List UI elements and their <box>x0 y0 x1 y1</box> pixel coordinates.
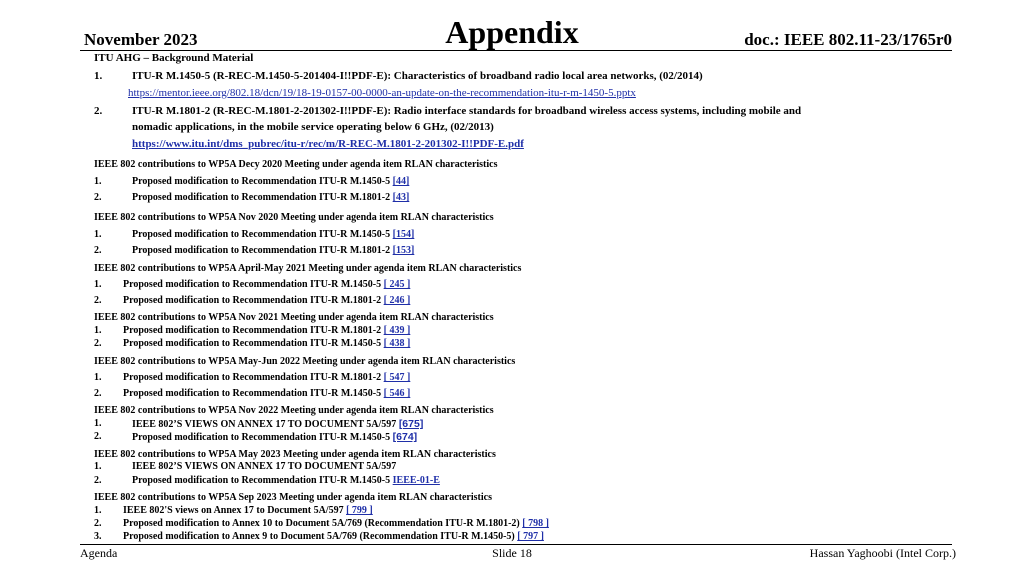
reference-link[interactable]: [154] <box>392 229 415 240</box>
item-number: 1. <box>94 461 102 472</box>
list-item <box>123 505 373 516</box>
itu-item-1-link[interactable]: https://mentor.ieee.org/802.18/dcn/19/18-19-0157-00-0000-an-update-on-the-recommendation-itu-r-m-1450-5.pptx <box>128 87 636 99</box>
item-text: Proposed modification to Recommendation ITU-R M.1450-5 <box>132 229 393 240</box>
list-item <box>123 338 410 349</box>
item-number: 1. <box>94 279 102 290</box>
slide-title: Appendix <box>445 14 579 50</box>
item-text: Proposed modification to Recommendation ITU-R M.1450-5 <box>132 475 393 486</box>
itu-heading: ITU AHG – Background Material <box>94 52 254 64</box>
item-number: 1. <box>94 70 103 82</box>
item-text: Proposed modification to Annex 9 to Document 5A/769 (Recommendation ITU-R M.1450-5) <box>123 531 518 542</box>
reference-link[interactable]: [ 547 ] <box>383 372 411 383</box>
itu-item-2-text-line1: ITU-R M.1801-2 (R-REC-M.1801-2-201302-I!!PDF-E): Radio interface standards for broadband wireless access systems, including mobile and <box>132 105 802 117</box>
list-item <box>123 325 410 336</box>
section-heading-apr-may-2021: IEEE 802 contributions to WP5A April-May 2021 Meeting under agenda item RLAN characteristics <box>94 263 522 274</box>
item-text: IEEE 802’S VIEWS ON ANNEX 17 TO DOCUMENT 5A/597 <box>132 461 397 472</box>
list-item <box>132 418 423 430</box>
section-heading-nov-2020: IEEE 802 contributions to WP5A Nov 2020 Meeting under agenda item RLAN characteristics <box>94 212 494 223</box>
item-number: 2. <box>94 192 102 203</box>
list-item <box>132 192 409 203</box>
item-number: 2. <box>94 338 102 349</box>
reference-link[interactable]: [ 798 ] <box>522 518 549 529</box>
item-number: 2. <box>94 245 102 256</box>
item-text: Proposed modification to Recommendation ITU-R M.1450-5 <box>123 279 384 290</box>
itu-item-1-text: ITU-R M.1450-5 (R-REC-M.1450-5-201404-I!!PDF-E): Characteristics of broadband radio local area networks, (02/2014) <box>132 70 703 82</box>
section-heading-may-jun-2022: IEEE 802 contributions to WP5A May-Jun 2022 Meeting under agenda item RLAN characteristics <box>94 356 516 367</box>
item-text: Proposed modification to Recommendation ITU-R M.1801-2 <box>123 372 384 383</box>
reference-link[interactable]: [ 245 ] <box>383 279 411 290</box>
document-id: doc.: IEEE 802.11-23/1765r0 <box>744 30 952 49</box>
list-item <box>132 229 414 240</box>
list-item <box>123 388 410 399</box>
reference-link[interactable]: [44] <box>392 176 410 187</box>
item-number: 3. <box>94 531 102 542</box>
item-text: Proposed modification to Recommendation ITU-R M.1450-5 <box>123 338 384 349</box>
list-item <box>123 279 410 290</box>
item-number: 2. <box>94 518 102 529</box>
section-heading-may-2023: IEEE 802 contributions to WP5A May 2023 Meeting under agenda item RLAN characteristics <box>94 449 496 460</box>
item-number: 1. <box>94 325 102 336</box>
item-text: Proposed modification to Recommendation ITU-R M.1801-2 <box>132 192 393 203</box>
item-text: Proposed modification to Annex 10 to Document 5A/769 (Recommendation ITU-R M.1801-2) <box>123 518 523 529</box>
list-item <box>132 245 414 256</box>
reference-link[interactable]: [43] <box>392 192 410 203</box>
item-text: IEEE 802’S VIEWS ON ANNEX 17 TO DOCUMENT 5A/597 <box>132 419 399 430</box>
section-heading-sep-2023: IEEE 802 contributions to WP5A Sep 2023 Meeting under agenda item RLAN characteristics <box>94 492 492 503</box>
section-heading-nov-2022: IEEE 802 contributions to WP5A Nov 2022 Meeting under agenda item RLAN characteristics <box>94 405 494 416</box>
item-text: Proposed modification to Recommendation ITU-R M.1450-5 <box>132 432 393 443</box>
list-item <box>123 372 410 383</box>
footer-agenda: Agenda <box>80 546 118 560</box>
item-text: IEEE 802'S views on Annex 17 to Document 5A/597 <box>123 505 347 516</box>
item-text: Proposed modification to Recommendation ITU-R M.1450-5 <box>132 176 393 187</box>
item-text: Proposed modification to Recommendation ITU-R M.1801-2 <box>123 325 384 336</box>
section-heading-nov-2021: IEEE 802 contributions to WP5A Nov 2021 Meeting under agenda item RLAN characteristics <box>94 312 494 323</box>
item-number: 1. <box>94 229 102 240</box>
item-number: 1. <box>94 505 102 516</box>
list-item <box>123 531 544 542</box>
itu-item-2-text-line2: nomadic applications, in the mobile service operating below 6 GHz, (02/2013) <box>132 121 494 133</box>
slide-number: Slide 18 <box>492 546 532 560</box>
list-item <box>132 431 417 443</box>
reference-link[interactable]: IEEE-01-E <box>392 475 440 486</box>
item-number: 1. <box>94 176 102 187</box>
item-number: 1. <box>94 418 102 429</box>
list-item <box>123 518 549 529</box>
reference-link[interactable]: [ 246 ] <box>383 295 411 306</box>
reference-link[interactable]: [ 799 ] <box>346 505 373 516</box>
section-heading-dec-2020: IEEE 802 contributions to WP5A Decy 2020 Meeting under agenda item RLAN characteristics <box>94 159 498 170</box>
itu-item-2-link[interactable]: https://www.itu.int/dms_pubrec/itu-r/rec/m/R-REC-M.1801-2-201302-I!!PDF-E.pdf <box>132 138 524 150</box>
list-item <box>132 475 440 486</box>
item-number: 2. <box>94 431 102 442</box>
item-text: Proposed modification to Recommendation ITU-R M.1801-2 <box>123 295 384 306</box>
footer-divider <box>80 544 952 545</box>
reference-link[interactable]: [674] <box>392 431 418 443</box>
item-number: 2. <box>94 295 102 306</box>
list-item <box>132 176 409 187</box>
item-number: 2. <box>94 105 103 117</box>
reference-link[interactable]: [153] <box>392 245 415 256</box>
reference-link[interactable]: [ 439 ] <box>383 325 411 336</box>
item-text: Proposed modification to Recommendation ITU-R M.1450-5 <box>123 388 384 399</box>
reference-link[interactable]: [ 546 ] <box>383 388 411 399</box>
footer-author: Hassan Yaghoobi (Intel Corp.) <box>809 546 956 560</box>
header-date: November 2023 <box>84 30 198 49</box>
reference-link[interactable]: [ 438 ] <box>383 338 411 349</box>
list-item <box>132 461 396 472</box>
list-item <box>123 295 410 306</box>
item-number: 2. <box>94 475 102 486</box>
header-divider <box>80 50 952 51</box>
reference-link[interactable]: [ 797 ] <box>517 531 544 542</box>
item-number: 1. <box>94 372 102 383</box>
item-text: Proposed modification to Recommendation ITU-R M.1801-2 <box>132 245 393 256</box>
reference-link[interactable]: [675] <box>398 418 424 430</box>
item-number: 2. <box>94 388 102 399</box>
